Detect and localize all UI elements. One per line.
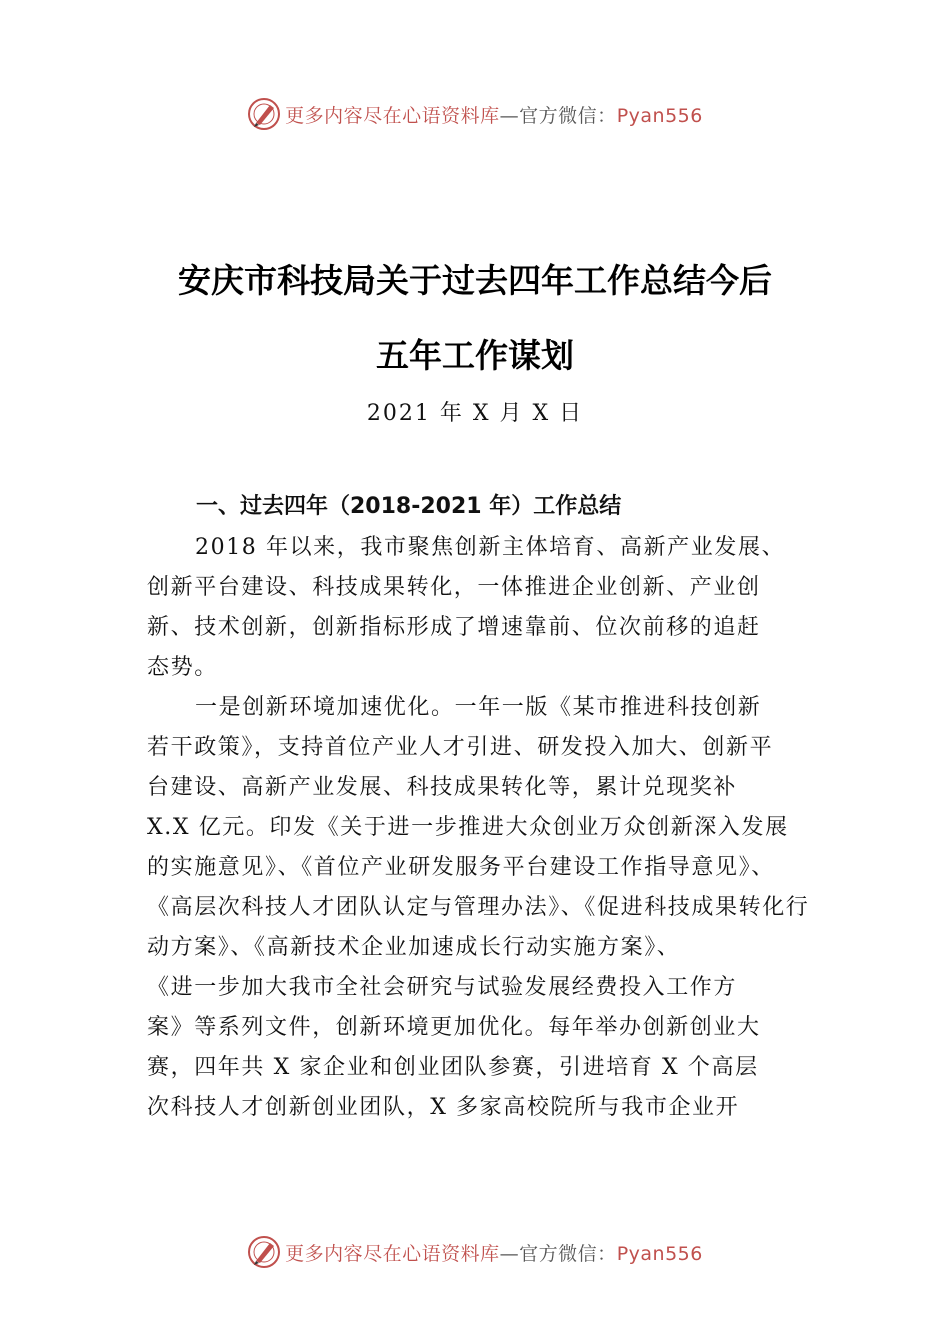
document-title-line1: 安庆市科技局关于过去四年工作总结今后 [178, 261, 772, 300]
paragraph-line: 《高层次科技人才团队认定与管理办法》、《促进科技成果转化行 [147, 895, 810, 920]
paragraph-intro [147, 528, 827, 688]
paragraph-line: 动方案》、《高新技术企业加速成长行动实施方案》、 [147, 935, 681, 960]
paragraph-line: 创新平台建设、科技成果转化，一体推进企业创新、产业创 [147, 575, 761, 600]
paragraph-line: 的实施意见》、《首位产业研发服务平台建设工作指导意见》、 [147, 855, 775, 880]
section-heading: 一、过去四年（2018-2021 年）工作总结 [196, 494, 622, 519]
watermark-brand: 更多内容尽在心语资料库 [285, 1242, 500, 1265]
paragraph-line: 2018 年以来，我市聚焦创新主体培育、高新产业发展、 [195, 535, 786, 560]
paragraph-line: 《进一步加大我市全社会研究与试验发展经费投入工作方 [147, 975, 738, 1000]
paragraph-line: 案》等系列文件，创新环境更加优化。每年举办创新创业大 [147, 1015, 761, 1040]
paragraph-line: X.X 亿元。印发《关于进一步推进大众创业万众创新深入发展 [147, 815, 789, 840]
watermark-wechat-id: Pyan556 [616, 104, 703, 127]
pen-seal-icon [247, 97, 281, 131]
pen-seal-icon [247, 1235, 281, 1269]
document-title-line2: 五年工作谋划 [376, 336, 574, 375]
paragraph-line: 台建设、高新产业发展、科技成果转化等，累计兑现奖补 [147, 775, 738, 800]
watermark-separator: —官方微信： [499, 1242, 617, 1265]
paragraph-line: 赛，四年共 X 家企业和创业团队参赛，引进培育 X 个高层 [147, 1055, 759, 1080]
watermark-wechat-id: Pyan556 [616, 1242, 703, 1265]
watermark-text [285, 101, 703, 128]
watermark-separator: —官方微信： [499, 104, 617, 127]
document-date: 2021 年 X 月 X 日 [366, 401, 584, 426]
paragraph-innovation-environment [147, 688, 827, 1128]
paragraph-line: 次科技人才创新创业团队，X 多家高校院所与我市企业开 [147, 1095, 740, 1120]
paragraph-line: 一是创新环境加速优化。一年一版《某市推进科技创新 [195, 695, 762, 720]
paragraph-line: 若干政策》，支持首位产业人才引进、研发投入加大、创新平 [147, 735, 774, 760]
paragraph-line: 态势。 [147, 655, 218, 680]
watermark-header [0, 92, 950, 136]
watermark-text [285, 1239, 703, 1266]
watermark-brand: 更多内容尽在心语资料库 [285, 104, 500, 127]
paragraph-line: 新、技术创新，创新指标形成了增速靠前、位次前移的追赶 [147, 615, 761, 640]
watermark-footer [0, 1230, 950, 1274]
